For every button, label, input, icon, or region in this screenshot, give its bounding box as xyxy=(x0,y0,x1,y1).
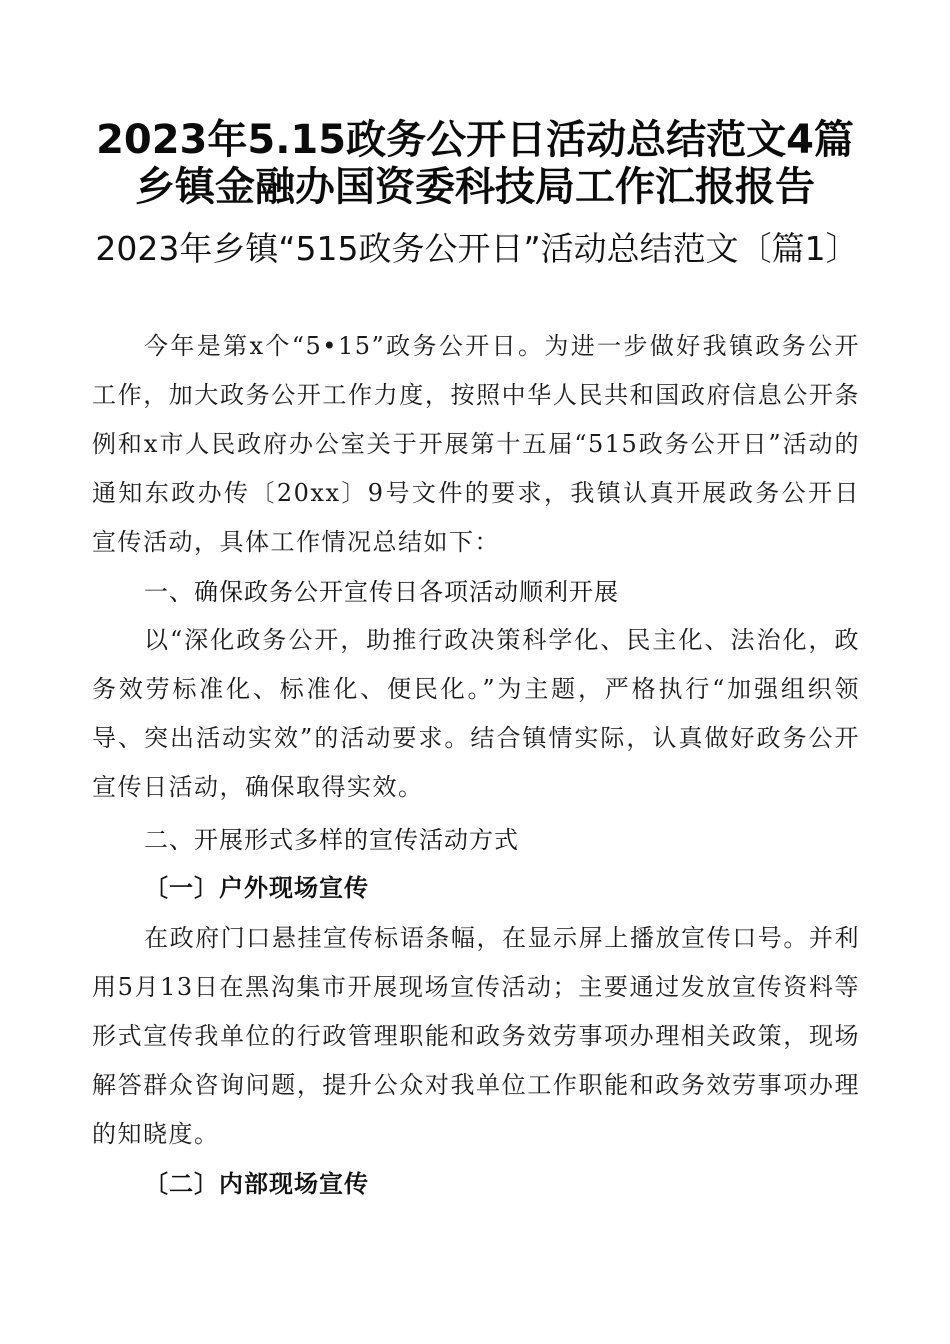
paragraph-outdoor: 在政府门口悬挂宣传标语条幅，在显示屏上播放宣传口号。并利用5月13日在黑沟集市开展现场宣传活动；主要通过发放宣传资料等形式宣传我单位的行政管理职能和政务效劳事项办理相关政策，现场解答群众咨询问题，提升公众对我单位工作职能和政务效劳事项办理的知晓度。 xyxy=(92,924,860,1148)
subsection-heading-internal: 〔二〕内部现场宣传 xyxy=(144,1170,369,1198)
document-title-line-1: 2023年5.15政务公开日活动总结范文4篇 xyxy=(96,117,854,163)
section-heading-2: 二、开展形式多样的宣传活动方式 xyxy=(144,826,519,854)
document-subtitle: 2023年乡镇“515政务公开日”活动总结范文〔篇1〕 xyxy=(95,229,859,268)
section-heading-1: 一、确保政务公开宣传日各项活动顺利开展 xyxy=(144,578,619,606)
paragraph-intro: 今年是第x个“5•15”政务公开日。为进一步做好我镇政务公开工作，加大政务公开工作力度，按照中华人民共和国政府信息公开条例和x市人民政府办公室关于开展第十五届“515政务公开日”活动的通知东政办传〔20xx〕9号文件的要求，我镇认真开展政务公开日宣传活动，具体工作情况总结如下： xyxy=(92,332,860,556)
document-title-line-2: 乡镇金融办国资委科技局工作汇报报告 xyxy=(135,164,815,210)
paragraph-section-1: 以“深化政务公开，助推行政决策科学化、民主化、法治化，政务效劳标准化、标准化、便民化。”为主题，严格执行“加强组织领导、突出活动实效”的活动要求。结合镇情实际，认真做好政务公开宣传日活动，确保取得实效。 xyxy=(92,626,860,801)
subsection-heading-outdoor: 〔一〕户外现场宣传 xyxy=(144,874,369,902)
